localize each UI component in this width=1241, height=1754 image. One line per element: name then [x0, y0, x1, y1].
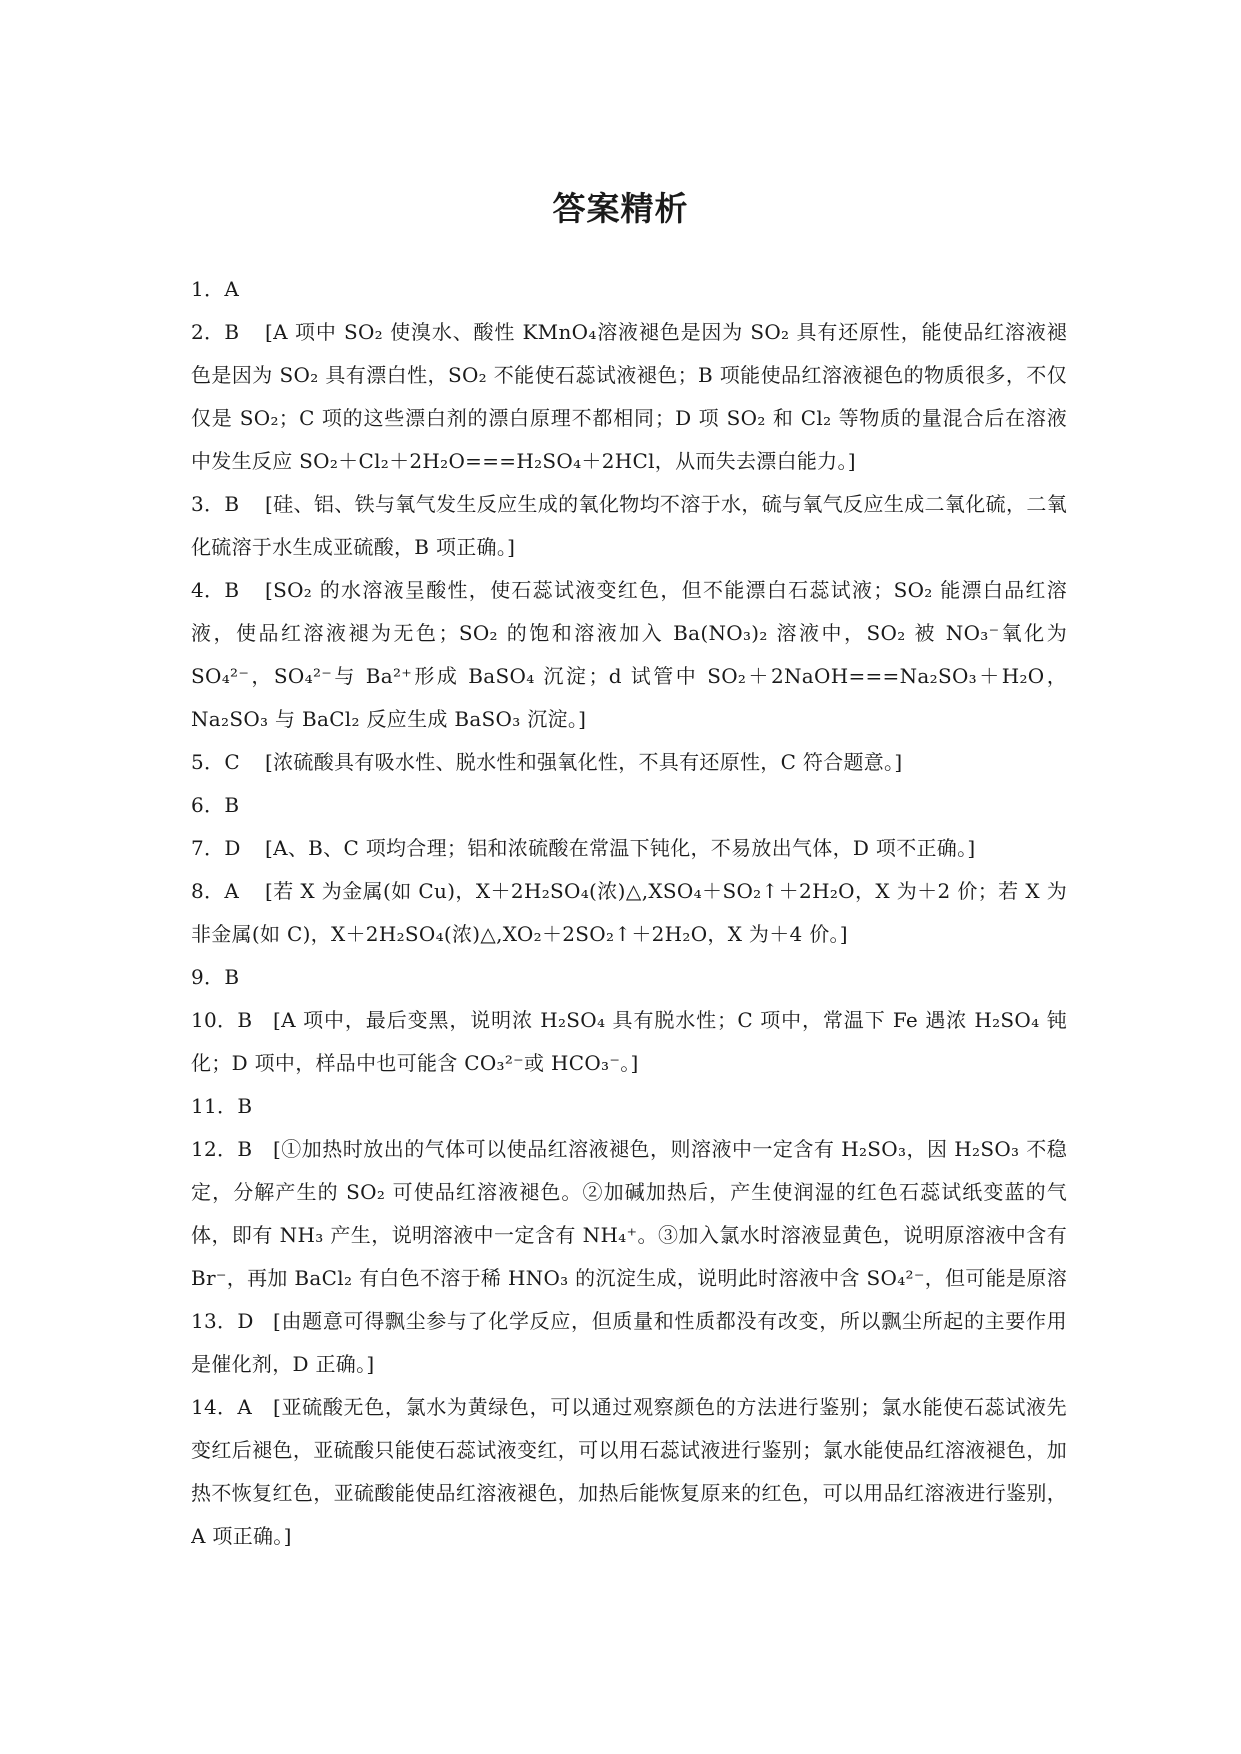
answer-explanation: [①加热时放出的气体可以使品红溶液褪色，则溶液中一定含有 H₂SO₃，因 H₂SO₃ 不稳定，分解产生的 SO₂ 可使品红溶液褪色。②加碱加热后，产生使润湿的红色石蕊试纸变蓝的气体，即有 NH₃ 产生，说明溶液中一定含有 NH₄⁺。③加入氯水时溶液显黄色，说明原溶液中含有 Br⁻，再加 BaCl₂ 有白色不溶于稀 HNO₃ 的沉淀生成，说明此时溶液中含 SO₄²⁻，但可能是原溶 [191, 1137, 1067, 1290]
page-title: 答案精析 [552, 189, 689, 228]
answer-number: 5．C [191, 750, 240, 774]
answer-explanation: [浓硫酸具有吸水性、脱水性和强氧化性，不具有还原性，C 符合题意。] [265, 750, 903, 774]
answer-number: 1．A [191, 277, 240, 301]
answer-item [191, 870, 1067, 956]
answer-explanation: [SO₂ 的水溶液呈酸性，使石蕊试液变红色，但不能漂白石蕊试液；SO₂ 能漂白品红溶液，使品红溶液褪为无色；SO₂ 的饱和溶液加入 Ba(NO₃)₂ 溶液中，SO₂ 被 NO₃⁻氧化为 SO₄²⁻，SO₄²⁻与 Ba²⁺形成 BaSO₄ 沉淀；d 试管中 SO₂＋2NaOH===Na₂SO₃＋H₂O，Na₂SO₃ 与 BaCl₂ 反应生成 BaSO₃ 沉淀。] [191, 578, 1067, 731]
answer-number: 9．B [191, 965, 240, 989]
answer-item [191, 999, 1067, 1085]
answer-number: 2．B [191, 320, 240, 344]
answer-item [191, 741, 1067, 784]
answer-explanation: [亚硫酸无色，氯水为黄绿色，可以通过观察颜色的方法进行鉴别；氯水能使石蕊试液先变红后褪色，亚硫酸只能使石蕊试液变红，可以用石蕊试液进行鉴别；氯水能使品红溶液褪色，加热不恢复红色，亚硫酸能使品红溶液褪色，加热后能恢复原来的红色，可以用品红溶液进行鉴别，A 项正确。] [191, 1395, 1067, 1548]
answer-item [191, 1386, 1067, 1558]
answer-number: 4．B [191, 578, 240, 602]
answer-number: 14．A [191, 1395, 253, 1419]
answer-item [191, 311, 1067, 483]
answer-explanation: [硅、铝、铁与氧气发生反应生成的氧化物均不溶于水，硫与氧气反应生成二氧化硫，二氧化硫溶于水生成亚硫酸，B 项正确。] [191, 492, 1067, 559]
answer-item [191, 569, 1067, 741]
answer-explanation: [若 X 为金属(如 Cu)，X＋2H₂SO₄(浓)△,XSO₄＋SO₂↑＋2H₂O，X 为＋2 价；若 X 为非金属(如 C)，X＋2H₂SO₄(浓)△,XO₂＋2SO₂↑＋2H₂O，X 为＋4 价。] [191, 879, 1067, 946]
answer-number: 13．D [191, 1309, 254, 1333]
answer-number: 6．B [191, 793, 240, 817]
answer-number: 10．B [191, 1008, 253, 1032]
answer-explanation: [由题意可得飘尘参与了化学反应，但质量和性质都没有改变，所以飘尘所起的主要作用是催化剂，D 正确。] [191, 1309, 1067, 1376]
answer-item [191, 483, 1067, 569]
answer-item [191, 1128, 1067, 1300]
answer-number: 11．B [191, 1094, 253, 1118]
answer-number: 7．D [191, 836, 241, 860]
answer-explanation: [A 项中 SO₂ 使溴水、酸性 KMnO₄溶液褪色是因为 SO₂ 具有还原性，能使品红溶液褪色是因为 SO₂ 具有漂白性，SO₂ 不能使石蕊试液褪色；B 项能使品红溶液褪色的物质很多，不仅仅是 SO₂；C 项的这些漂白剂的漂白原理不都相同；D 项 SO₂ 和 Cl₂ 等物质的量混合后在溶液中发生反应 SO₂＋Cl₂＋2H₂O===H₂SO₄＋2HCl，从而失去漂白能力。] [191, 320, 1067, 473]
answer-item [191, 956, 1067, 999]
answer-number: 3．B [191, 492, 240, 516]
answer-item [191, 784, 1067, 827]
answer-item [191, 268, 1067, 311]
answer-number: 12．B [191, 1137, 253, 1161]
answer-explanation: [A 项中，最后变黑，说明浓 H₂SO₄ 具有脱水性；C 项中，常温下 Fe 遇浓 H₂SO₄ 钝化；D 项中，样品中也可能含 CO₃²⁻或 HCO₃⁻。] [191, 1008, 1067, 1075]
answer-list [191, 268, 1067, 1558]
answer-item [191, 1085, 1067, 1128]
answer-number: 8．A [191, 879, 240, 903]
answer-item [191, 827, 1067, 870]
answer-item [191, 1300, 1067, 1386]
answer-explanation: [A、B、C 项均合理；铝和浓硫酸在常温下钝化，不易放出气体，D 项不正确。] [265, 836, 976, 860]
